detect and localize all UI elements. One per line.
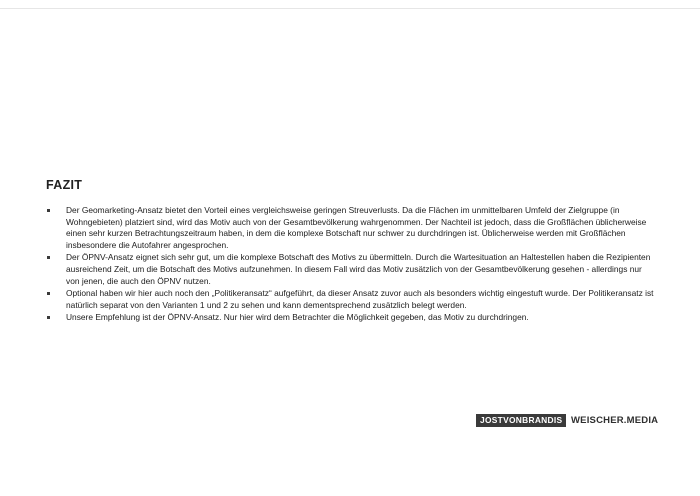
section-heading: FAZIT — [46, 178, 83, 192]
bullet-text: Unsere Empfehlung ist der ÖPNV-Ansatz. Nur hier wird dem Betrachter die Möglichkeit gegeben, das Motiv zu durchdringen. — [66, 311, 529, 322]
footer-logos — [476, 414, 659, 428]
bullet-text: Der Geomarketing-Ansatz bietet den Vorteil eines vergleichsweise geringen Streuverlusts. Da die Flächen im unmittelbaren Umfeld der Zielgruppe (in Wohngebieten) platziert sind, wird das Motiv auch von der Gesamtbevölkerung wahrgenommen. Der Nachteil ist jedoch, dass die Großflächen üblicherweise einen sehr kurzen Betrachtungszeitraum haben, in dem die komplexe Botschaft nur schwer zu durchdringen ist. Üblicherweise werden mit Großflächen insbesondere die Autofahrer angesprochen. — [66, 205, 647, 251]
bullet-marker-icon — [47, 316, 50, 319]
bullet-item-oepnv — [46, 252, 656, 287]
bullet-marker-icon — [47, 292, 50, 295]
bullet-marker-icon — [47, 209, 50, 212]
bullet-item-empfehlung — [46, 312, 656, 324]
bullet-item-geomarketing — [46, 205, 656, 252]
bullet-text: Optional haben wir hier auch noch den „Politikeransatz“ aufgeführt, da dieser Ansatz zuvor auch als besonders wichtig eingestuft wurde. Der Politikeransatz ist natürlich separat von den Varianten 1 und 2 zu sehen und kann dementsprechend zusätzlich belegt werden. — [66, 287, 654, 310]
bullet-marker-icon — [47, 256, 50, 259]
page-top-edge — [0, 8, 700, 9]
weischer-media-logo: WEISCHER.MEDIA — [571, 415, 659, 426]
bullet-item-politiker — [46, 288, 656, 311]
bullet-list — [46, 205, 656, 324]
bullet-text: Der ÖPNV-Ansatz eignet sich sehr gut, um die komplexe Botschaft des Motivs zu übermitteln. Durch die Wartesituation an Haltestellen haben die Rezipienten ausreichend Zeit, um die Botschaft des Motivs aufzunehmen. In diesem Fall wird das Motiv zusätzlich von der Gesamtbevölkerung gesehen - allerdings nur von jenen, die auch den ÖPNV nutzen. — [66, 252, 651, 286]
jostvonbrandis-logo: JOSTVONBRANDIS — [476, 414, 566, 427]
